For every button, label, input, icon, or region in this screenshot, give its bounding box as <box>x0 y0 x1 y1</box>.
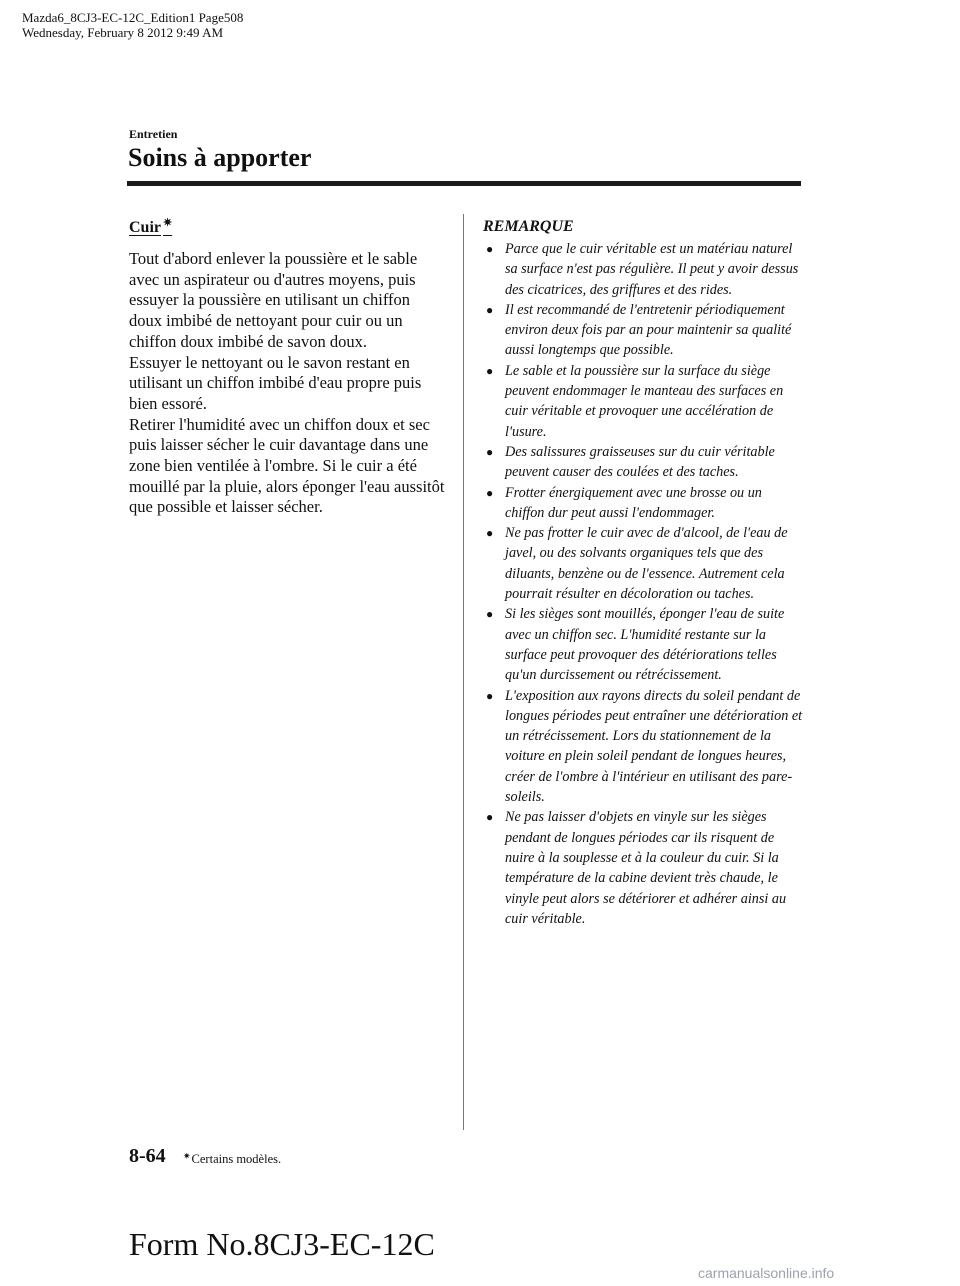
note-item <box>483 807 803 929</box>
note-list <box>483 239 803 929</box>
note-item-text: Parce que le cuir véritable est un matériau naturel sa surface n'est pas régulière. Il peut y avoir dessus des cicatrices, des griffures et des rides. <box>505 241 799 298</box>
bullet-icon: ● <box>486 526 494 541</box>
note-column <box>483 218 803 929</box>
leather-heading <box>129 216 445 237</box>
column-divider <box>463 214 464 1130</box>
left-column <box>129 216 445 518</box>
leather-heading-text: Cuir <box>129 219 161 236</box>
certain-models-star-icon: ✷ <box>163 217 173 229</box>
leather-care-paragraph: Retirer l'humidité avec un chiffon doux et sec puis laisser sécher le cuir davantage dans une zone bien ventilée à l'ombre. Si le cuir a été mouillé par la pluie, alors éponger l'eau aussitôt que possible et laisser sécher. <box>129 414 445 517</box>
note-item <box>483 604 803 685</box>
bullet-icon: ● <box>486 444 494 459</box>
bullet-icon: ● <box>486 302 494 317</box>
note-item <box>483 686 803 808</box>
bullet-icon: ● <box>486 810 494 825</box>
note-item-text: Si les sièges sont mouillés, éponger l'eau de suite avec un chiffon sec. L'humidité restante sur la surface peut provoquer des détériorations telles qu'un durcissement ou rétrécissement. <box>505 606 785 684</box>
note-item <box>483 239 803 300</box>
form-number: Form No.8CJ3-EC-12C <box>129 1226 435 1262</box>
page-number: 8-64 <box>129 1145 166 1167</box>
page-title: Soins à apporter <box>128 143 312 172</box>
note-item <box>483 442 803 483</box>
bullet-icon: ● <box>486 688 494 703</box>
note-heading: REMARQUE <box>483 218 574 235</box>
bullet-icon: ● <box>486 242 494 256</box>
note-item-text: Des salissures graisseuses sur du cuir véritable peuvent causer des coulées et des taches. <box>505 443 775 481</box>
bullet-icon: ● <box>486 363 494 378</box>
note-item-text: L'exposition aux rayons directs du soleil pendant de longues périodes peut entraîner une détérioration et un rétrécissement. Lors du stationnement de la voiture en plein soleil pendant de longues heures, créer de l'ombre à l'intérieur en utilisant des pare-soleils. <box>505 687 803 806</box>
note-item-text: Frotter énergiquement avec une brosse ou un chiffon dur peut aussi l'endommager. <box>505 484 762 521</box>
bullet-icon: ● <box>486 607 494 622</box>
note-item <box>483 300 803 361</box>
section-label: Entretien <box>129 127 178 141</box>
watermark: carmanualsonline.info <box>698 1265 835 1281</box>
leather-care-paragraph: Tout d'abord enlever la poussière et le sable avec un aspirateur ou d'autres moyens, puis essuyer la poussière en utilisant un chiffon doux imbibé de nettoyant pour cuir ou un chiffon doux imbibé de savon doux. <box>129 249 418 351</box>
note-item <box>483 523 803 604</box>
print-header-date: Wednesday, February 8 2012 9:49 AM <box>22 25 224 40</box>
footer-footnote <box>183 1151 281 1167</box>
note-item <box>483 361 803 442</box>
note-item-text: Il est recommandé de l'entretenir périodiquement environ deux fois par an pour maintenir sa qualité aussi longtemps que possible. <box>505 301 792 359</box>
note-item-text: Le sable et la poussière sur la surface du siège peuvent endommager le manteau des surfaces en cuir véritable et provoquer une accélération de l'usure. <box>505 362 784 440</box>
title-rule <box>127 181 801 186</box>
footnote-text: Certains modèles. <box>191 1152 282 1166</box>
leather-care-paragraph: Essuyer le nettoyant ou le savon restant en utilisant un chiffon imbibé d'eau propre puis bien essoré. <box>129 352 422 413</box>
bullet-icon: ● <box>486 485 494 500</box>
footnote-star-icon: ✷ <box>183 1151 191 1161</box>
note-item-text: Ne pas laisser d'objets en vinyle sur les sièges pendant de longues périodes car ils risquent de nuire à la souplesse et à la couleur du cuir. Si la température de la cabine devient très chaude, le vinyle peut alors se détériorer et adhérer ainsi au cuir véritable. <box>505 809 787 927</box>
note-item-text: Ne pas frotter le cuir avec de d'alcool, de l'eau de javel, ou des solvants organiques tels que des diluants, benzène ou de l'essence. Autrement cela pourrait résulter en décoloration ou taches. <box>505 525 788 603</box>
note-item <box>483 483 803 524</box>
print-header <box>22 10 243 40</box>
leather-care-text <box>129 249 445 518</box>
print-header-file: Mazda6_8CJ3-EC-12C_Edition1 Page508 <box>22 10 244 25</box>
